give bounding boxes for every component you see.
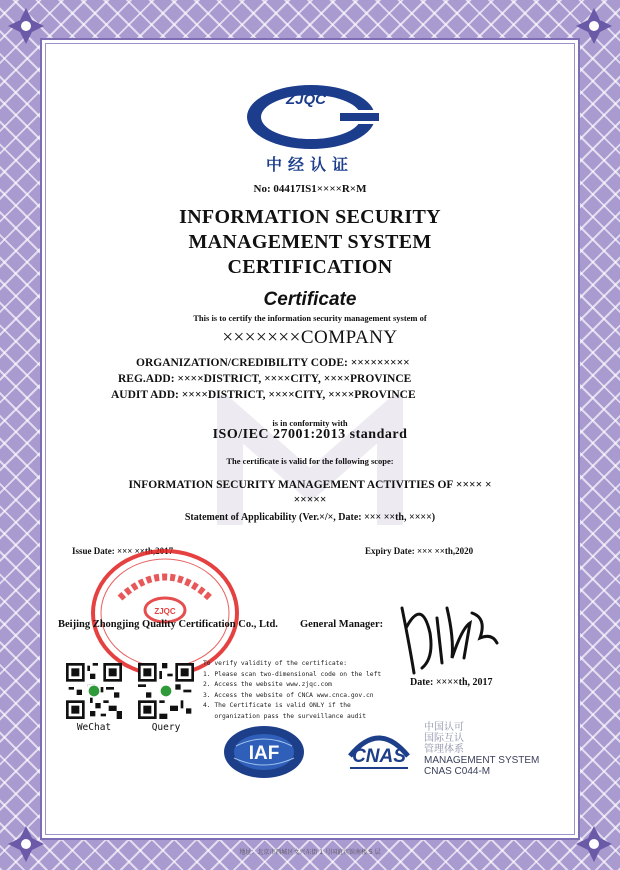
corner-ornament-icon (572, 4, 616, 48)
verification-instructions (203, 659, 381, 722)
corner-ornament-icon (572, 822, 616, 866)
footer-address: 地址：北京市西城区文兴东街 1 号国谊宾馆南楼 5 层 (239, 849, 381, 856)
statement-of-applicability: Statement of Applicability (Ver.×/×, Date: ××× ××th, ××××) (184, 512, 436, 523)
issue-date: Issue Date: ××× ××th,2017 (72, 546, 174, 556)
scope-line: ××××× (293, 494, 327, 506)
standard-name: ISO/IEC 27001:2013 standard (212, 427, 408, 442)
corner-ornament-icon (4, 4, 48, 48)
cnas-logo-icon (342, 726, 416, 778)
title-line: CERTIFICATION (227, 256, 393, 278)
scope-text (40, 478, 580, 508)
zjqc-logo-icon (244, 82, 379, 152)
certification-body-name: Beijing Zhongjing Quality Certification Co., Ltd. (58, 619, 278, 630)
iaf-logo-text: IAF (248, 743, 280, 764)
conformity-text: is in conformity with (272, 418, 348, 428)
iaf-logo-icon (222, 724, 306, 780)
cnas-cn-line: 中国认可 (424, 722, 464, 733)
cnas-cn-line: 国际互认 (424, 733, 464, 744)
scope-intro: The certificate is valid for the following scope: (226, 456, 394, 466)
general-manager-label: General Manager: (300, 619, 384, 630)
certificate-title (40, 205, 580, 280)
logo-chinese-name: 中经认证 (265, 155, 354, 174)
signature-date: Date: ××××th, 2017 (410, 677, 493, 688)
query-qr-code[interactable] (138, 663, 194, 719)
wechat-label: WeChat (76, 722, 112, 733)
audit-address: AUDIT ADD: ××××DISTRICT, ××××CITY, ××××PROVINCE (111, 389, 416, 401)
verify-line: 3. Access the website of CNCA www.cnca.gov.cn (203, 691, 374, 699)
certificate-heading: Certificate (263, 289, 357, 310)
cnas-en-line: CNAS C044-M (424, 766, 491, 777)
title-line: INFORMATION SECURITY (179, 206, 441, 228)
cnas-en-line: MANAGEMENT SYSTEM (424, 755, 540, 766)
verify-line: To verify validity of the certificate: (203, 660, 348, 667)
signature-icon (392, 588, 502, 678)
verify-line: organization pass the surveillance audit (203, 712, 367, 720)
logo-emblem-text: ZJQC (285, 91, 327, 108)
cnas-logo-text: CNAS (352, 746, 406, 767)
company-name: ×××××××COMPANY (222, 327, 398, 348)
query-label: Query (151, 722, 181, 733)
expiry-date: Expiry Date: ××× ××th,2020 (365, 546, 474, 556)
cnas-cn-line: 管理体系 (424, 744, 464, 755)
organization-code: ORGANIZATION/CREDIBILITY CODE: ××××××××× (136, 357, 410, 369)
registered-address: REG.ADD: ××××DISTRICT, ××××CITY, ××××PROVINCE (118, 373, 412, 385)
corner-ornament-icon (4, 822, 48, 866)
cnas-accreditation-text (424, 722, 539, 777)
scope-line: INFORMATION SECURITY MANAGEMENT ACTIVITIES OF ×××× × (128, 479, 492, 491)
verify-line: 1. Please scan two-dimensional code on the left (203, 670, 382, 678)
certificate-number: No: 04417IS1××××R×M (253, 183, 367, 195)
title-line: MANAGEMENT SYSTEM (188, 231, 432, 253)
wechat-qr-code[interactable] (66, 663, 122, 719)
svg-text:ZJQC: ZJQC (154, 607, 176, 616)
verify-line: 2. Access the website www.zjqc.com (203, 681, 332, 688)
certify-statement: This is to certify the information security management system of (193, 313, 427, 323)
verify-line: 4. The Certificate is valid ONLY if the (203, 702, 351, 709)
